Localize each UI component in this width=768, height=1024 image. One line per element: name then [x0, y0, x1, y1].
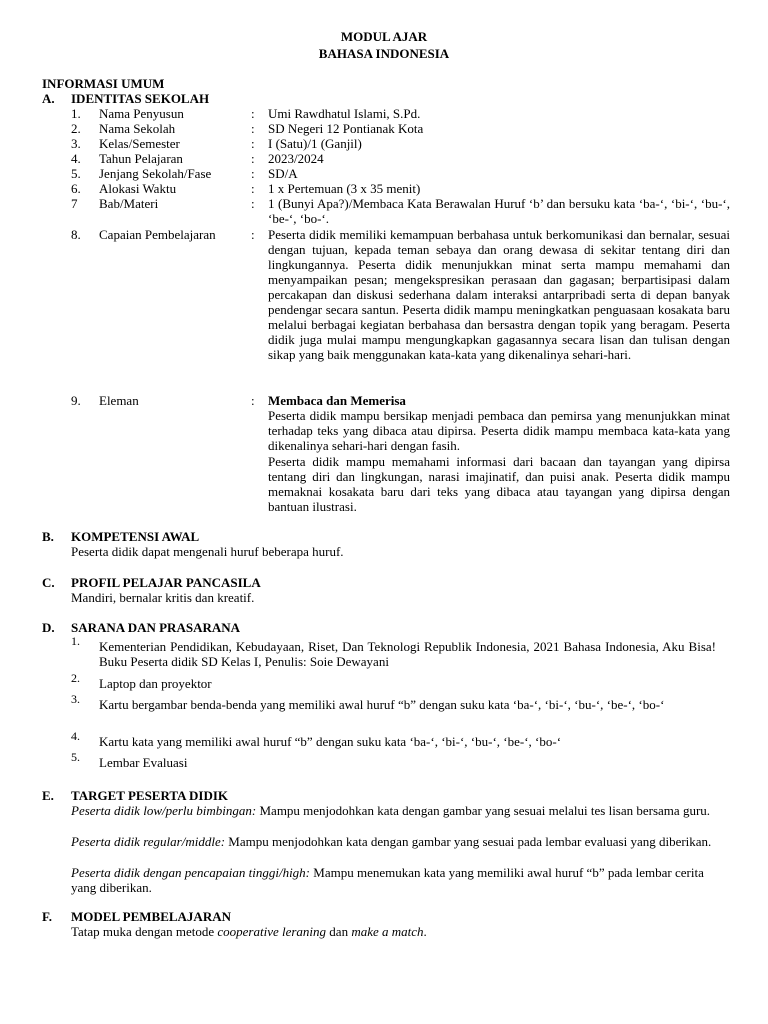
list-item: Laptop dan proyektor	[99, 676, 212, 691]
row-value: Umi Rawdhatul Islami, S.Pd.	[268, 106, 421, 121]
target-text: Mampu menjodohkan kata dengan gambar yang sesuai pada lembar evaluasi yang diberikan.	[225, 834, 712, 849]
doc-title: MODUL AJAR	[340, 29, 428, 44]
section-f-title: MODEL PEMBELAJARAN	[71, 909, 231, 924]
target-lead: Peserta didik low/perlu bimbingan:	[71, 803, 257, 818]
row-number: 1.	[71, 106, 81, 121]
row-label: Alokasi Waktu	[99, 181, 177, 196]
identity-row	[0, 181, 768, 196]
model-method-1: cooperative leraning	[217, 924, 327, 939]
eleman-text-2: Peserta didik mampu memahami informasi dari bacaan dan tayangan yang dipirsa tentang diri dan lingkungan, narasi imajinatif, dan puisi anak. Peserta didik mampu memaknai kosakata baru dari teks yang dibaca atau tayangan yang dipirsa dengan bantuan ilustrasi.	[268, 454, 730, 514]
section-c-title: PROFIL PELAJAR PANCASILA	[71, 575, 261, 590]
list-item-number: 4.	[71, 729, 80, 743]
list-item-number: 3.	[71, 692, 80, 706]
row-value: SD Negeri 12 Pontianak Kota	[268, 121, 424, 136]
section-d-letter: D.	[42, 620, 55, 635]
row-colon: :	[251, 151, 255, 166]
identity-row	[0, 106, 768, 121]
target-item	[71, 865, 731, 895]
row-label: Nama Penyusun	[99, 106, 184, 121]
section-f-letter: F.	[42, 909, 52, 924]
row-colon: :	[251, 393, 255, 408]
row-label: Capaian Pembelajaran	[99, 227, 216, 242]
model-pembelajaran-text	[71, 924, 731, 939]
target-text: Mampu menjodohkan kata dengan gambar yang sesuai melalui tes lisan bersama guru.	[256, 803, 711, 818]
capaian-pembelajaran-text: Peserta didik memiliki kemampuan berbahasa untuk berkomunikasi dan bernalar, sesuai dengan tujuan, kepada teman sebaya dan orang dewasa di sekitar tentang diri dan lingkungannya. Peserta didik menunjukkan minat serta mampu memahami dan menyampaikan pesan; mengekspresikan perasaan dan gagasan; berpartisipasi dalam percakapan dan diskusi sederhana dalam interaksi antarpribadi serta di depan banyak pendengar secara santun. Peserta didik mampu meningkatkan penguasaan kosakata baru melalui berbagai kegiatan berbahasa dan bersastra dengan topik yang beragam. Peserta didik juga mulai mampu mengungkapkan gagasannya secara lisan dan tulisan dengan sikap yang baik menggunakan kata-kata yang dikenalinya sehari-hari.	[268, 227, 730, 362]
identity-row	[0, 151, 768, 166]
model-text-post: .	[423, 924, 427, 939]
list-item-number: 5.	[71, 750, 80, 764]
row-number: 2.	[71, 121, 81, 136]
model-method-2: make a match	[351, 924, 424, 939]
section-b-letter: B.	[42, 529, 54, 544]
target-lead: Peserta didik dengan pencapaian tinggi/high:	[71, 865, 311, 880]
list-item: Kartu bergambar benda-benda yang memiliki awal huruf “b” dengan suku kata ‘ba-‘, ‘bi-‘, ‘bu-‘, ‘be-‘, ‘bo-‘	[99, 697, 665, 712]
identity-row	[0, 393, 768, 408]
row-colon: :	[251, 121, 255, 136]
row-number: 4.	[71, 151, 81, 166]
row-label: Eleman	[99, 393, 139, 408]
section-b-title: KOMPETENSI AWAL	[71, 529, 200, 544]
target-text: Mampu menemukan kata yang memiliki awal huruf “b” pada lembar cerita yang diberikan.	[71, 865, 704, 895]
doc-subtitle: BAHASA INDONESIA	[318, 46, 450, 61]
row-number: 6.	[71, 181, 81, 196]
target-lead: Peserta didik regular/middle:	[71, 834, 226, 849]
model-text-pre: Tatap muka dengan metode	[71, 924, 218, 939]
row-label: Bab/Materi	[99, 196, 159, 211]
row-label: Tahun Pelajaran	[99, 151, 183, 166]
section-e-letter: E.	[42, 788, 54, 803]
section-a-title: IDENTITAS SEKOLAH	[71, 91, 210, 106]
row-number: 9.	[71, 393, 81, 408]
eleman-text: Peserta didik mampu bersikap menjadi pembaca dan pemirsa yang menunjukkan minat terhadap teks yang dibaca atau dipirsa. Peserta didik mampu membaca kata-kata yang dikenalinya sehari-hari dengan fasih.	[268, 408, 730, 453]
row-number: 7	[71, 196, 78, 211]
row-value: I (Satu)/1 (Ganjil)	[268, 136, 362, 151]
row-number: 5.	[71, 166, 81, 181]
row-value: 2023/2024	[268, 151, 324, 166]
section-d-title: SARANA DAN PRASARANA	[71, 620, 241, 635]
row-colon: :	[251, 106, 255, 121]
row-colon: :	[251, 196, 255, 211]
eleman-title: Membaca dan Memerisa	[268, 393, 406, 408]
section-c-letter: C.	[42, 575, 55, 590]
section-a-letter: A.	[42, 91, 55, 106]
row-value: SD/A	[268, 166, 298, 181]
row-value: 1 x Pertemuan (3 x 35 menit)	[268, 181, 421, 196]
info-heading: INFORMASI UMUM	[42, 76, 165, 91]
profil-pancasila-text: Mandiri, bernalar kritis dan kreatif.	[71, 590, 255, 605]
row-label: Kelas/Semester	[99, 136, 180, 151]
row-number: 8.	[71, 227, 81, 242]
list-item-number: 2.	[71, 671, 80, 685]
model-text-mid: dan	[326, 924, 352, 939]
list-item-number: 1.	[71, 634, 80, 648]
identity-row	[0, 166, 768, 181]
target-item	[71, 834, 731, 849]
kompetensi-awal-text: Peserta didik dapat mengenali huruf beberapa huruf.	[71, 544, 344, 559]
target-item	[71, 803, 731, 818]
list-item: Kartu kata yang memiliki awal huruf “b” dengan suku kata ‘ba-‘, ‘bi-‘, ‘bu-‘, ‘be-‘, ‘bo-‘	[99, 734, 562, 749]
identity-row	[0, 121, 768, 136]
identity-row	[0, 136, 768, 151]
list-item: Kementerian Pendidikan, Kebudayaan, Riset, Dan Teknologi Republik Indonesia, 2021 Bahasa Indonesia, Aku Bisa! Buku Peserta didik SD Kelas I, Penulis: Soie Dewayani	[99, 639, 716, 669]
row-colon: :	[251, 136, 255, 151]
list-item: Lembar Evaluasi	[99, 755, 188, 770]
row-colon: :	[251, 181, 255, 196]
row-value: 1 (Bunyi Apa?)/Membaca Kata Berawalan Huruf ‘b’ dan bersuku kata ‘ba-‘, ‘bi-‘, ‘bu-‘, ‘be-‘, ‘bo-‘.	[268, 196, 730, 226]
row-label: Nama Sekolah	[99, 121, 176, 136]
row-colon: :	[251, 166, 255, 181]
row-number: 3.	[71, 136, 81, 151]
section-e-title: TARGET PESERTA DIDIK	[71, 788, 229, 803]
row-label: Jenjang Sekolah/Fase	[99, 166, 212, 181]
row-colon: :	[251, 227, 255, 242]
